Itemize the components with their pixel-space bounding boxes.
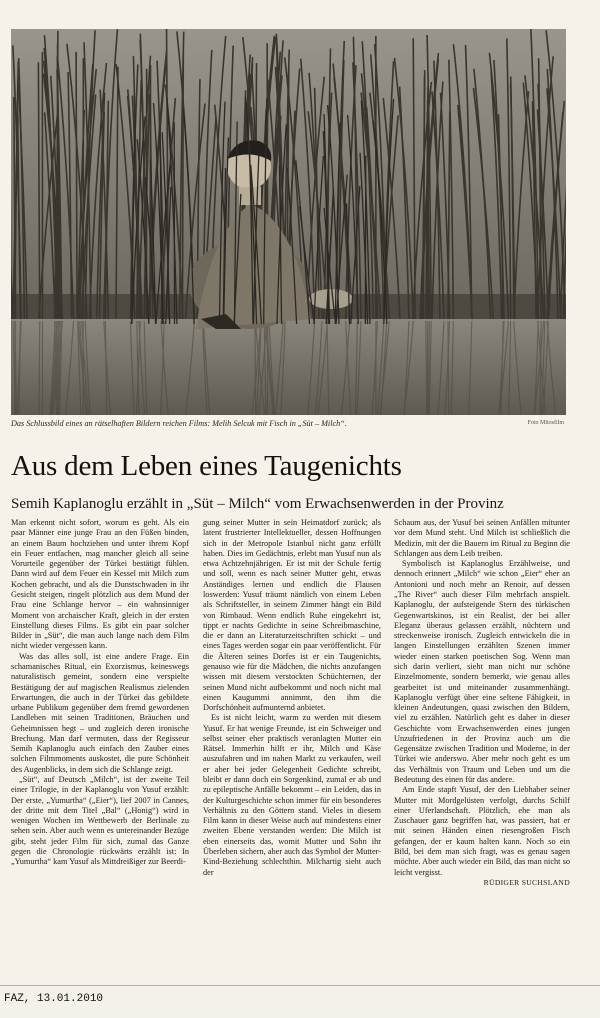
- photo-credit: Foto Mitosfilm: [527, 420, 564, 426]
- source-footer: FAZ, 13.01.2010: [4, 993, 104, 1005]
- photo-caption: [11, 419, 566, 433]
- article-column-1: [11, 518, 189, 978]
- paragraph: Am Ende stapft Yusuf, der den Liebhaber seiner Mutter mit Mordgelüsten verfolgt, durchs Schilf einer Uferlandschaft. Plötzlich, ehe man als Zuschauer ganz begriffen hat, was passiert, hat er mit seinen Händen einen riesengroßen Fisch gefangen, der er kaum halten kann. Noch so ein Bild, bei dem man sich fragt, was es genau sagen möchte. Aber auch wieder ein Bild, das man nicht so leicht vergisst.: [394, 785, 570, 877]
- article-photo: [11, 29, 566, 415]
- paragraph: „Süt“, auf Deutsch „Milch“, ist der zweite Teil einer Trilogie, in der Kaplanoglu von Yusuf erzählt: Der erste, „Yumurtha“ („Eier“), lief 2007 in Cannes, der dritte mit dem Titel „Bal“ („Honig“) wird in wenigen Wochen im Wettbewerb der Berlinale zu sehen sein. Aber auch wenn es untereinander Bezüge gibt, steht jeder Film für sich, zumal das Ganze gegen die Chronologie rückwärts erzählt ist: In „Yumurtha“ kam Yusuf als Mittdreißiger zur Beerdi-: [11, 775, 189, 867]
- reed-reflection: [255, 321, 256, 415]
- reed-stalk: [423, 76, 424, 319]
- reed-scene-image: [11, 29, 566, 415]
- paragraph: Was das alles soll, ist eine andere Frage. Ein schamanisches Ritual, ein Exorzismus, keineswegs naturalistisch gemeint, sondern eine verspielte Bestätigung der auf magischen Realismus zielenden Erwartungen, die auch in der Türkei das gebildete urbane Publikum gegenüber dem fremd gewordenen Landleben mit seinen Traditionen, Bräuchen und Geheimnissen hegt – und zugleich deren ironische Brechung. Man darf vermuten, dass der Regisseur Semih Kaplanoglu auch einfach den Zauber eines solchen Filmmoments auskostet, die pure Schönheit des Augenblicks, in dem sich die Schlange zeigt.: [11, 651, 189, 774]
- paragraph: Schaum aus, der Yusuf bei seinen Anfällen mitunter vor dem Mund steht. Und Milch ist schließlich die Medizin, mit der die Bauern im Ritual zu Beginn die Schlangen aus dem Leib treiben.: [394, 518, 570, 558]
- paragraph: Symbolisch ist Kaplanoglus Erzählweise, und dennoch erinnert „Milch“ wie schon „Eier“ eher an Antonioni und noch mehr an Renoir, auf dessen „The River“ auch dieser Film mehrfach anspielt. Kaplanoglu, der aufsteigende Stern des türkischen Gegenwartskinos, ist ein Realist, der bei aller Eleganz überaus gelassen erzählt, nüchtern und streckenweise ironisch. Zugleich entwickeln die in langen Einstellungen erzählten Szenen immer wieder einen starken poetischen Sog. Wenn man sich darin verliert, sieht man nicht nur schöne Einzelmomente, sondern bemerkt, wie genau alles gearbeitet ist und miteinander zusammenhängt. Kaplanoglu verfügt über eine seltene Fähigkeit, in kleinen Andeutungen, quasi zwischen den Bildern, viel zu erzählen. Natürlich geht es daher in dieser Geschichte vom Erwachsenwerden eines jungen Unzufriedenen in der Provinz auch um die Gegensätze zwischen Tradition und Moderne, in der Türkei wie anderswo. Aber mehr noch geht es um das Verhältnis von Traum und Leben und um die Bedeutung des einen für das andere.: [394, 559, 570, 785]
- reed-stalk: [76, 52, 77, 319]
- article-subhead: Semih Kaplanoglu erzählt in „Süt – Milch“ vom Erwachsenwerden in der Provinz: [11, 496, 504, 512]
- paragraph: Es ist nicht leicht, warm zu werden mit diesem Yusuf. Er hat wenige Freunde, ist ein Schweiger und selbst seiner eher praktisch veranlagten Mutter ein Rätsel. Immerhin hilft er ihr, Milch und Käse auszufahren und im nahen Markt zu verkaufen, weil er aber bei jeder Gelegenheit Gedichte schreibt, bleibt er dann doch ein Sorgenkind, zumal er ab und zu epileptische Anfälle bekommt – ein Leiden, das in der Kulturgeschichte schon immer für ein besonderes Verhältnis zu den Göttern stand. Vieles in diesem Film kann in dieser Weise auch auf mindestens einer zweiten Ebene verstanden werden: Die Milch ist eben einerseits das, womit Mutter und Sohn ihr Überleben sichern, aber auch das Symbol der Mutter-Kind-Beziehung schlechthin. Milchartig sieht auch der: [203, 713, 381, 877]
- article-headline: Aus dem Leben eines Taugenichts: [11, 450, 402, 482]
- reed-reflection: [39, 321, 40, 415]
- article-author: RÜDIGER SUCHSLAND: [483, 877, 570, 887]
- article-column-3: [394, 518, 570, 978]
- paragraph: Man erkennt nicht sofort, worum es geht. Als ein paar Männer eine junge Frau an den Füßen binden, an einem Baum hochziehen und unter ihrem Kopf ein Feuer entfachen, mag mancher gleich all seine Vorurteile gegenüber der Türkei bestätigt fühlen. Dann wird auf dem Feuer ein Kessel mit Milch zum Kochen gebracht, und als die Dunstschwaden in ihr Gesicht steigen, ringelt plötzlich aus dem Mund der Frau eine Schlange hervor – ein wahnsinniger Moment von archaischer Kraft, gleich in der ersten Einstellung dieses Films. Es gibt ein paar solcher Bilder in „Süt“, die man auch lange nach dem Film nicht wieder vergessen kann.: [11, 518, 189, 651]
- reed-stalk: [182, 51, 183, 319]
- caption-text: Das Schlussbild eines an rätselhaften Bildern reichen Films: Melih Selcuk mit Fisch in „Süt – Milch“.: [11, 419, 347, 428]
- article-column-2: [203, 518, 381, 978]
- paragraph: gung seiner Mutter in sein Heimatdorf zurück; als latent frustrierter Intellektueller, dessen Hoffnungen sich in der Metropole Istanbul nicht ganz erfüllt haben. Dies im Gedächtnis, erlebt man Yusuf nun als etwa Achtzehnjährigen. Er ist mit der Schule fertig und soll, wenn es nach seiner Mutter geht, etwas Anständiges lernen und endlich die Flausen loswerden: Yusuf träumt nämlich von einem Leben als Schriftsteller, in seinem Zimmer hängt ein Bild von Rimbaud. Wenn endlich Ruhe eingekehrt ist, tippt er nachts Gedichte in seine Schreibmaschine, die er dann an Literaturzeitschriften schickt – und eines Tages werden sogar ein paar veröffentlicht. Für die Älteren seines Dorfes ist er ein Taugenichts, genauso wie für die Mädchen, die nichts anzufangen wissen mit diesem verstockten Schüchternen, der seinen Mund nicht aufbekommt und noch nicht mal einen Kaugummi annimmt, den ihm die Dorfschönheit aufmunternd anbietet.: [203, 518, 381, 713]
